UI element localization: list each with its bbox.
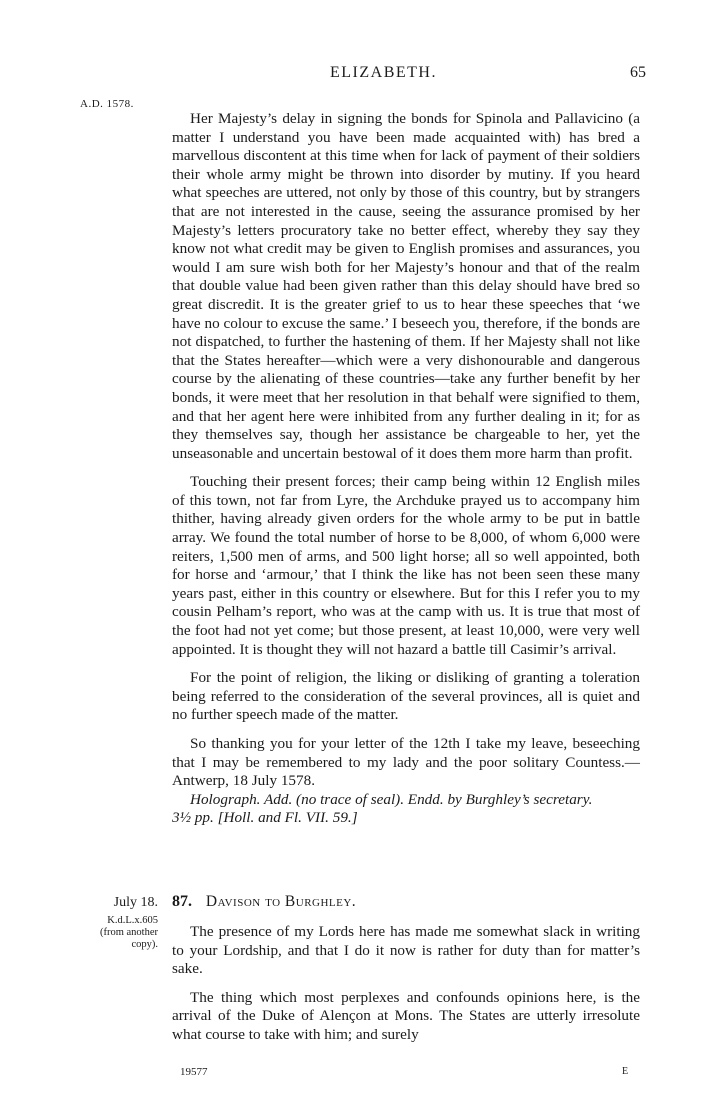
running-head xyxy=(0,64,709,88)
signature-number: 19577 xyxy=(180,1066,208,1078)
paragraph: So thanking you for your letter of the 12th I take my leave, beseeching that I may be remembered to my lady and the poor solitary Countess.—Antwerp, 18 July 1578. xyxy=(172,735,640,790)
letter-body xyxy=(172,110,640,828)
entry-reference xyxy=(80,915,158,951)
reference-line: copy). xyxy=(131,939,158,950)
page-number: 65 xyxy=(630,64,646,81)
paragraph: Her Majesty’s delay in signing the bonds for Spinola and Pallavicino (a matter I understand you have been made acquainted with) has bred a marvellous discontent at this time when for lack of payment of their soldiers their whole army might be thrown into disorder by mutiny. If you heard what speeches are uttered, not only by those of this country, but by strangers that are not interested in the cause, seeing the assurance promised by her Majesty’s letters procuratory take no better effect, whereby they say they know not what credit may be given to English promises and assurances, you would I am sure wish both for her Majesty’s honour and that of the realm that double value had been given rather than this delay should have bred so great discredit. It is the greater grief to us to hear these speeches that ‘we have no colour to excuse the same.’ I beseech you, therefore, if the bonds are not dispatched, to further the hastening of them. If her Majesty shall not like that the States hereafter—which were a very dishonourable and dangerous course by the alienating of these countries—take any further benefit by her bonds, it were meet that her resolution in that behalf were signified to them, and that her agent here were inhibited from any further dealing in it; for as they themselves say, though her assistance be chargeable to her, yet the unseasonable and uncertain bestowal of it does them more harm than profit. xyxy=(172,110,640,462)
paragraph: The presence of my Lords here has made me somewhat slack in writing to your Lordship, and that I do it now is rather for duty than for matter’s sake. xyxy=(172,923,640,978)
note-line: Holograph. Add. (no trace of seal). Endd. by Burghley’s secretary. xyxy=(190,790,593,808)
entry-title: Davison to Burghley. xyxy=(205,893,357,910)
page-title: ELIZABETH. xyxy=(330,64,437,81)
sheet-mark: E xyxy=(622,1066,629,1077)
entry-body xyxy=(172,923,640,1055)
reference-line: K.d.L.x.605 xyxy=(107,915,158,926)
reference-line: (from another xyxy=(99,927,158,938)
paragraph: For the point of religion, the liking or disliking of granting a toleration being referred to the consideration of the several provinces, all is quiet and no further speech made of the matter. xyxy=(172,669,640,724)
page-footer xyxy=(0,1066,709,1082)
note-line: 3½ pp. [Holl. and Fl. VII. 59.] xyxy=(172,809,358,827)
entry-date: July 18. xyxy=(113,895,158,910)
endorsement-note xyxy=(172,791,640,828)
margin-year: A.D. 1578. xyxy=(80,98,134,110)
paragraph: The thing which most perplexes and confounds opinions here, is the arrival of the Duke of Alençon at Mons. The States are utterly irresolute what course to take with him; and surely xyxy=(172,988,640,1043)
paragraph: Touching their present forces; their camp being within 12 English miles of this town, not far from Lyre, the Archduke prayed us to accompany him thither, having already given orders for the whole army to be put in battle array. We found the total number of horse to be 8,000, of whom 6,000 were reiters, 1,500 men of arms, and 500 light horse; all so well appointed, both for horse and ‘armour,’ that I think the like has not been seen these many years past, either in this country or elsewhere. But for this I refer you to my cousin Pelham’s report, who was at the camp with us. It is true that most of the foot had not yet come; but those present, at least 10,000, were very well appointed. It is thought they will not hazard a battle till Casimir’s arrival. xyxy=(172,473,640,658)
entry-heading xyxy=(172,893,356,911)
entry-number: 87. xyxy=(172,893,192,910)
